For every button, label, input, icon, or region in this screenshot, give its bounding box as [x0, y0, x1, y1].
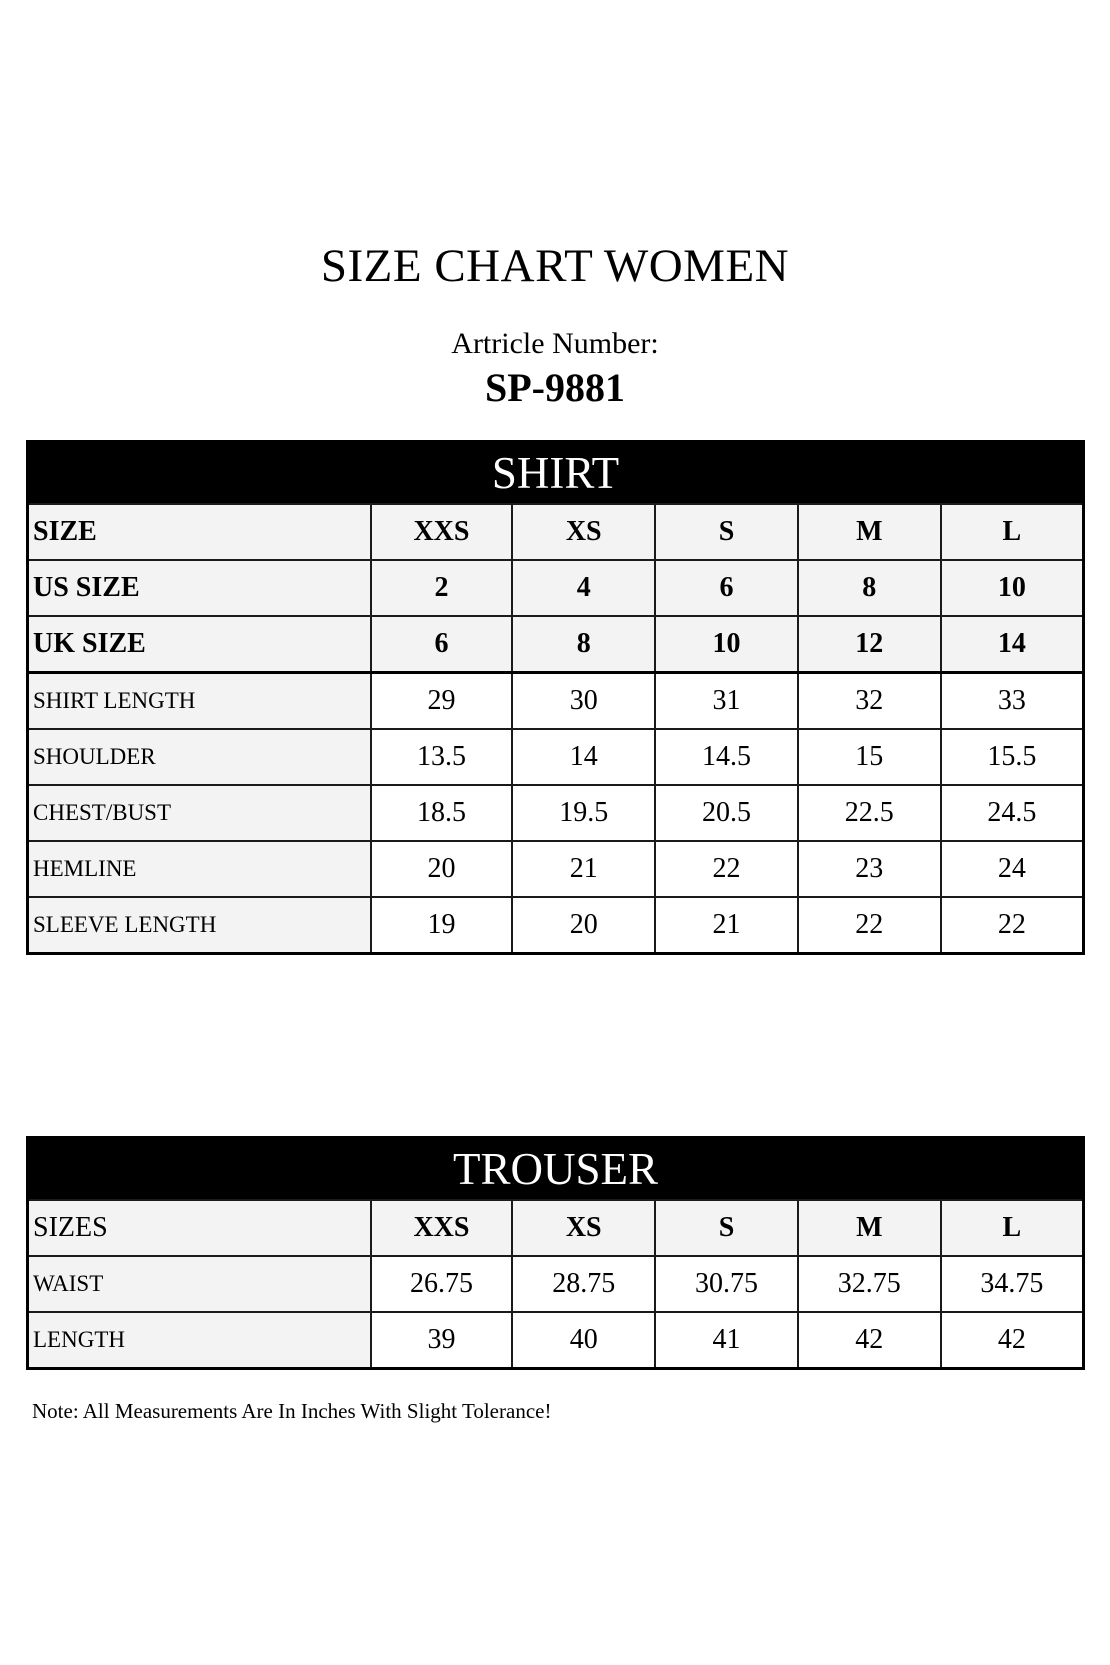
table-cell: 18.5: [371, 785, 513, 841]
shirt-heading: SHIRT: [28, 442, 1084, 505]
table-cell: 15: [798, 729, 941, 785]
table-cell: S: [655, 504, 798, 560]
table-cell: 6: [655, 560, 798, 616]
row-label: UK SIZE: [28, 616, 371, 673]
trouser-heading: TROUSER: [28, 1138, 1084, 1201]
measurement-note: Note: All Measurements Are In Inches With Slight Tolerance!: [32, 1399, 552, 1423]
table-cell: 21: [655, 897, 798, 954]
table-cell: 14: [512, 729, 655, 785]
table-cell: 10: [655, 616, 798, 673]
table-cell: XS: [512, 1200, 655, 1256]
row-label: LENGTH: [28, 1312, 371, 1369]
table-cell: 22: [941, 897, 1084, 954]
table-cell: L: [941, 504, 1084, 560]
table-cell: 8: [798, 560, 941, 616]
table-cell: 28.75: [512, 1256, 655, 1312]
table-cell: 24: [941, 841, 1084, 897]
table-cell: 32: [798, 673, 941, 730]
table-cell: 20.5: [655, 785, 798, 841]
row-label: SIZES: [28, 1200, 371, 1256]
table-cell: 23: [798, 841, 941, 897]
table-row: [28, 1312, 1084, 1369]
row-label: HEMLINE: [28, 841, 371, 897]
table-cell: 24.5: [941, 785, 1084, 841]
table-cell: 19: [371, 897, 513, 954]
table-cell: 22.5: [798, 785, 941, 841]
table-cell: 15.5: [941, 729, 1084, 785]
table-cell: 26.75: [371, 1256, 513, 1312]
table-cell: XXS: [371, 1200, 513, 1256]
table-cell: 41: [655, 1312, 798, 1369]
row-label: SIZE: [28, 504, 371, 560]
table-cell: 13.5: [371, 729, 513, 785]
table-cell: XXS: [371, 504, 513, 560]
table-row: [28, 841, 1084, 897]
table-cell: 40: [512, 1312, 655, 1369]
table-cell: 22: [655, 841, 798, 897]
row-label: US SIZE: [28, 560, 371, 616]
table-cell: 30: [512, 673, 655, 730]
table-cell: 42: [941, 1312, 1084, 1369]
row-label: SHOULDER: [28, 729, 371, 785]
table-cell: 42: [798, 1312, 941, 1369]
shirt-uk-size-row: [28, 616, 1084, 673]
table-cell: 4: [512, 560, 655, 616]
table-row: [28, 673, 1084, 730]
trouser-size-table: [26, 1136, 1085, 1370]
table-cell: 21: [512, 841, 655, 897]
table-cell: 14.5: [655, 729, 798, 785]
table-cell: 2: [371, 560, 513, 616]
table-cell: 33: [941, 673, 1084, 730]
table-cell: 39: [371, 1312, 513, 1369]
table-cell: 32.75: [798, 1256, 941, 1312]
table-cell: 12: [798, 616, 941, 673]
table-cell: 29: [371, 673, 513, 730]
table-cell: M: [798, 1200, 941, 1256]
table-cell: 20: [371, 841, 513, 897]
table-cell: XS: [512, 504, 655, 560]
table-cell: 30.75: [655, 1256, 798, 1312]
table-cell: 34.75: [941, 1256, 1084, 1312]
article-number: SP-9881: [485, 365, 625, 410]
table-cell: 6: [371, 616, 513, 673]
trouser-section-header: [28, 1138, 1084, 1201]
table-cell: M: [798, 504, 941, 560]
row-label: SLEEVE LENGTH: [28, 897, 371, 954]
row-label: CHEST/BUST: [28, 785, 371, 841]
table-cell: 22: [798, 897, 941, 954]
table-cell: L: [941, 1200, 1084, 1256]
table-cell: 19.5: [512, 785, 655, 841]
shirt-size-table: [26, 440, 1085, 955]
table-cell: 10: [941, 560, 1084, 616]
article-number-label: Artricle Number:: [451, 327, 659, 360]
table-cell: 8: [512, 616, 655, 673]
row-label: WAIST: [28, 1256, 371, 1312]
shirt-section-header: [28, 442, 1084, 505]
shirt-us-size-row: [28, 560, 1084, 616]
table-row: [28, 897, 1084, 954]
table-cell: S: [655, 1200, 798, 1256]
page-title: SIZE CHART WOMEN: [320, 240, 790, 292]
shirt-size-row: [28, 504, 1084, 560]
trouser-sizes-row: [28, 1200, 1084, 1256]
row-label: SHIRT LENGTH: [28, 673, 371, 730]
table-row: [28, 1256, 1084, 1312]
table-row: [28, 729, 1084, 785]
table-cell: 31: [655, 673, 798, 730]
table-cell: 14: [941, 616, 1084, 673]
table-row: [28, 785, 1084, 841]
table-cell: 20: [512, 897, 655, 954]
